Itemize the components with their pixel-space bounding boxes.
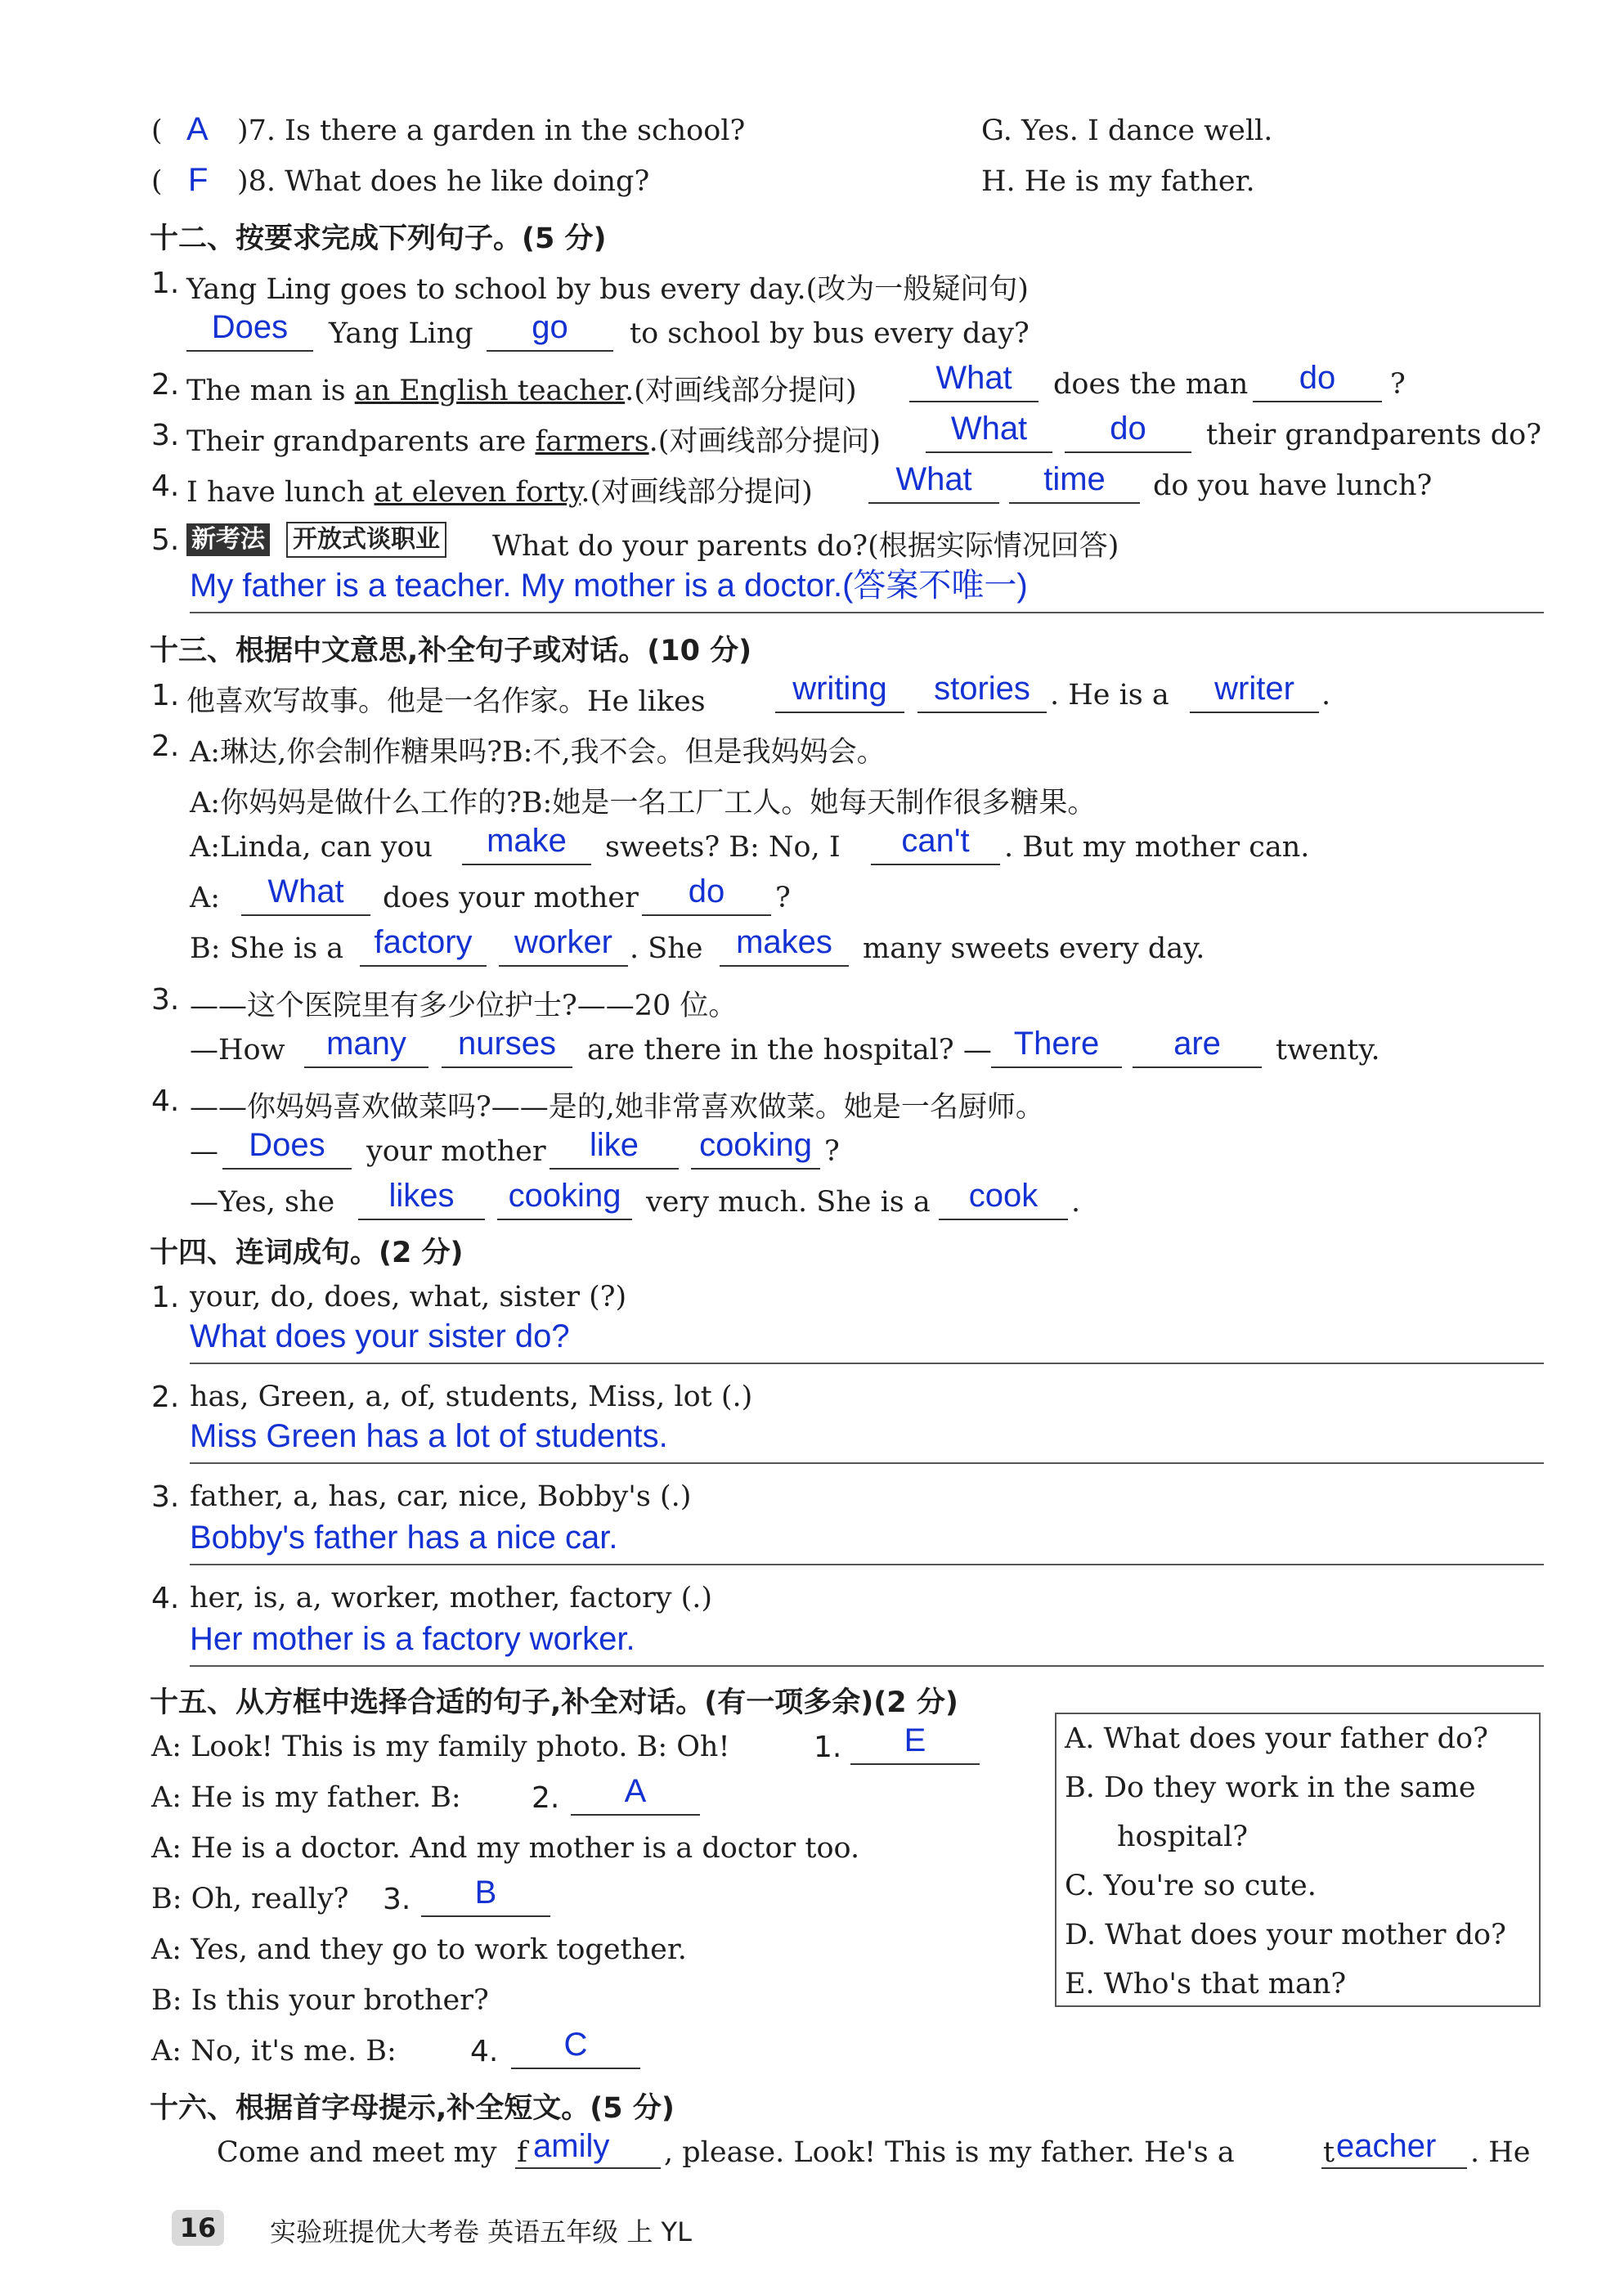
blank[interactable]: do [1065,412,1191,453]
blank[interactable]: cooking [691,1129,820,1170]
p14-q1-answer[interactable]: What does your sister do? [190,1317,1544,1364]
option-a: A. What does your father do? [1065,1722,1488,1755]
blank[interactable]: time [1009,463,1140,504]
blank[interactable]: cooking [497,1179,632,1220]
blank[interactable]: eacher [1321,2130,1467,2169]
footer-title: 实验班提优大考卷 英语五年级 上 YL [270,2216,692,2247]
blank[interactable]: worker [499,926,628,967]
blank[interactable]: likes [358,1179,485,1220]
blank[interactable]: writing [775,672,904,713]
answer-q7: A [186,111,209,147]
section-14-heading: 十四、连词成句。(2 分) [150,1237,464,1269]
option-e: E. Who's that man? [1065,1968,1347,2000]
section-15-heading: 十五、从方框中选择合适的句子,补全对话。(有一项多余)(2 分) [150,1686,958,1719]
blank[interactable]: factory [360,926,487,967]
p14-q2-answer[interactable]: Miss Green has a lot of students. [190,1417,1544,1464]
option-box [1055,1713,1541,2007]
option-h: H. He is my father. [981,165,1255,198]
blank[interactable]: E [850,1724,980,1765]
blank[interactable]: Does [222,1129,352,1170]
blank[interactable]: are [1133,1027,1262,1068]
new-method-tag: 新考法 [186,523,270,556]
blank[interactable]: What [926,412,1052,453]
blank[interactable]: amily [515,2130,661,2169]
section-13-heading: 十三、根据中文意思,补全句子或对话。(10 分) [150,635,752,667]
blank[interactable]: can't [871,824,1000,865]
answer-q8: F [188,162,209,198]
page-number: 16 [172,2210,224,2246]
option-c: C. You're so cute. [1065,1870,1317,1902]
p14-q3-answer[interactable]: Bobby's father has a nice car. [190,1518,1544,1565]
blank[interactable]: What [241,875,370,916]
blank[interactable]: C [511,2028,640,2069]
p12-q5-answer[interactable]: My father is a teacher. My mother is a doctor.(答案不唯一) [190,566,1544,613]
worksheet-page: ( A )7. Is there a garden in the school? G. Yes. I dance well. ( F )8. What does he like doing? H. He is my father. 十二、按要求完成下列句子。(5 分) 1. Yang Ling goes to school by bus every day.(改为一般疑问句) Does Yang Ling go to school by bus every day? 2. The man is an English teacher.(对画线部分提问) What does the man do ? 3. Their grandparents are farmers.(对画线部分提问) What do their grandparents do? 4. I have lunch at eleven forty.(对画线部分提问) What time do you have lunch? 5. 新考法 开放式谈职业 What do your parents do?(根据实际情况回答) My father is a teacher. My mother is a doctor.(答案不唯一) 十三、根据中文意思,补全句子或对话。(10 分) 1. 他喜欢写故事。他是一名作家。He likes writing stories . He is a writer . 2. A:琳达,你会制作糖果吗?B:不,我不会。但是我妈妈会。 A:你妈妈是做什么工作的?B:她是一名工厂工人。她每天制作很多糖果。 A:Linda, can you make sweets? B: No, I can't . But my mother can. A: What does your mother do ? B: She is a factory worker . She makes many sweets every day. 3. ——这个医院里有多少位护士?——20 位。 —How many nurses are there in the hospital? — There are twenty. 4. ——你妈妈喜欢做菜吗?——是的,她非常喜欢做菜。她是一名厨师。 — Does your mother like cooking ? —Yes, she likes cooking very much. She is a cook . 十四、连词成句。(2 分) 1. your, do, does, what, sister (?) What does your sister do? 2. has, Green, a, of, students, Miss, lot (.) Miss Green has a lot of students. 3. father, a, has, car, nice, Bobby's (.) Bobby's father has a nice car. 4. her, is, a, worker, mother, factory (.) Her mother is a factory worker. 十五、从方框中选择合适的句子,补全对话。(有一项多余)(2 分) A: Look! This is my family photo. B: Oh! 1. E A: He is my father. B: 2. A A: He is a doctor. And my mother is a doctor too. B: Oh, really? 3. B A: Yes, and they go to work together. B: Is this your brother? A: No, it's me. B: 4. C A. What does your father do? B. Do they work in the same hospital? C. You're so cute. D. What does your mother do? E. Who's that man? 十六、根据首字母提示,补全短文。(5 分) Come and meet my f amily , please. Look! This is my father. He's a t eacher . He 16 实验班提优大考卷 英语五年级 上 YL [0,0,1624,2290]
topic-tag: 开放式谈职业 [286,522,446,558]
blank[interactable]: Does [186,311,313,352]
section-16-heading: 十六、根据首字母提示,补全短文。(5 分) [150,2092,675,2125]
blank[interactable]: do [642,875,771,916]
option-g: G. Yes. I dance well. [981,114,1273,147]
blank[interactable]: What [909,361,1039,402]
blank[interactable]: There [991,1027,1122,1068]
blank[interactable]: cook [939,1179,1068,1220]
blank[interactable]: go [487,311,613,352]
option-b-cont: hospital? [1117,1821,1249,1853]
blank[interactable]: make [462,824,591,865]
blank[interactable]: makes [720,926,849,967]
blank[interactable]: B [421,1876,550,1917]
option-b: B. Do they work in the same [1065,1771,1476,1804]
blank[interactable]: stories [917,672,1047,713]
blank[interactable]: many [304,1027,428,1068]
blank[interactable]: do [1253,361,1382,402]
blank[interactable]: nurses [442,1027,572,1068]
blank[interactable]: What [868,463,999,504]
p14-q4-answer[interactable]: Her mother is a factory worker. [190,1619,1544,1667]
blank[interactable]: A [571,1775,700,1816]
blank[interactable]: like [550,1129,679,1170]
option-d: D. What does your mother do? [1065,1919,1506,1951]
blank[interactable]: writer [1190,672,1319,713]
section-12-heading: 十二、按要求完成下列句子。(5 分) [150,222,607,255]
